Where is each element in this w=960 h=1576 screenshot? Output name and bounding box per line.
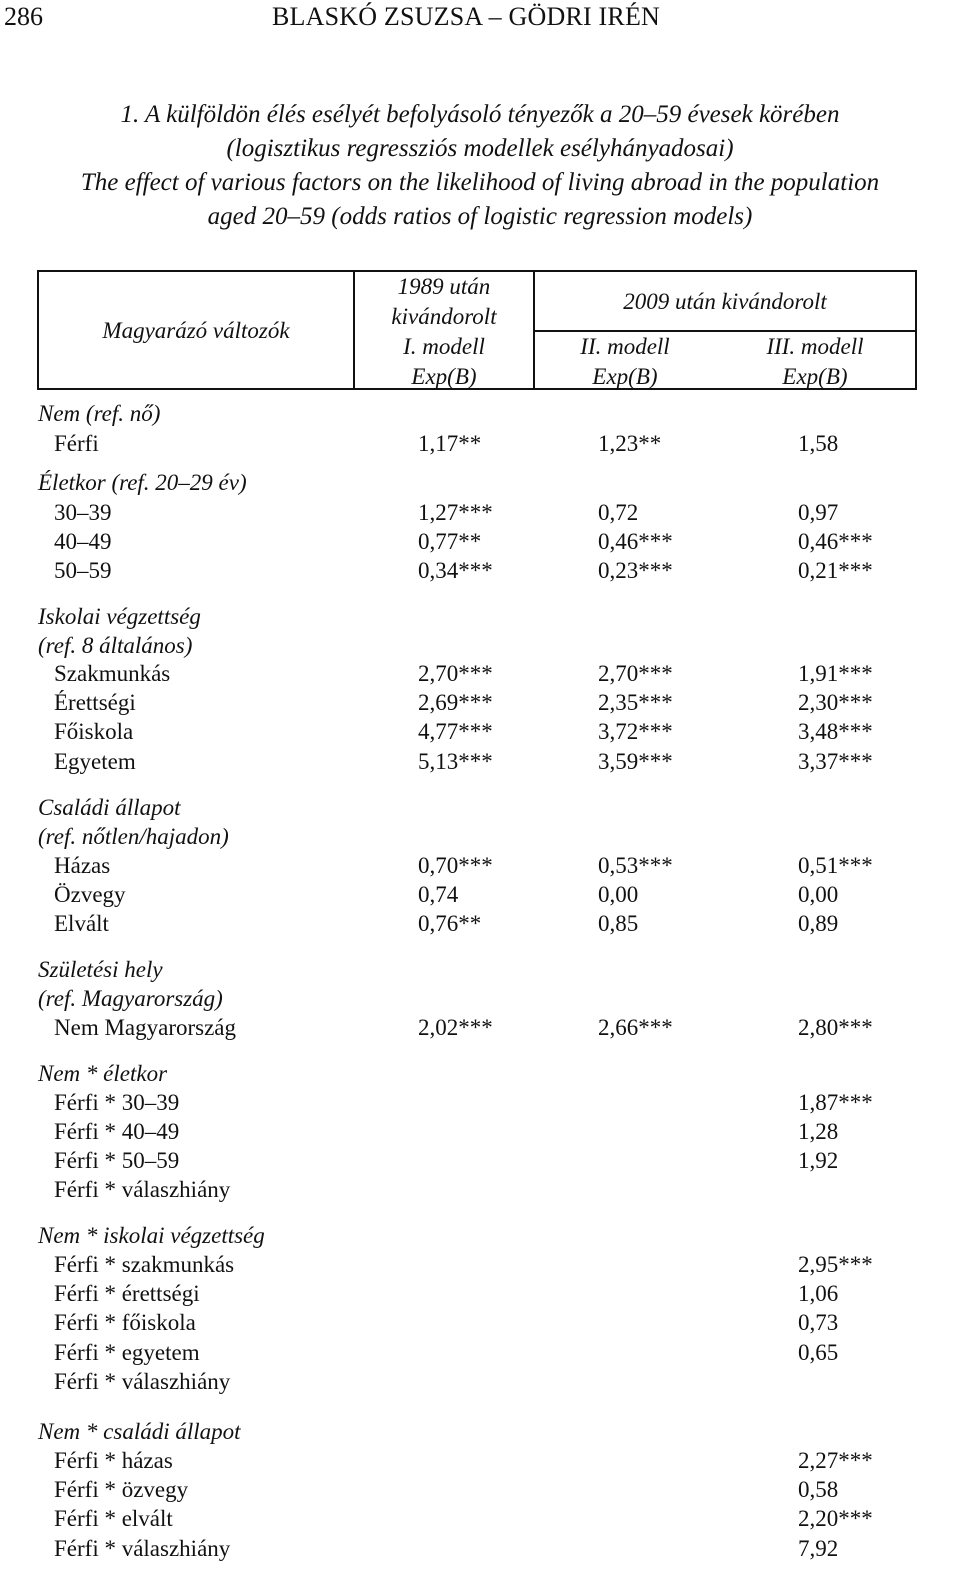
- model-1-value: 0,76**: [418, 911, 482, 936]
- row-label: Elvált: [54, 911, 109, 936]
- model-1-value: 1,27***: [418, 500, 493, 525]
- row-label: Főiskola: [54, 719, 134, 744]
- model-3-value: 2,30***: [798, 690, 873, 715]
- row-label: Férfi * válaszhiány: [54, 1536, 231, 1561]
- table-row: [0, 851, 960, 881]
- model-3-value: 0,97: [798, 500, 839, 525]
- model-1-value: 4,77***: [418, 719, 493, 744]
- table-row: [0, 747, 960, 777]
- category-row: [0, 793, 960, 823]
- category-label: (ref. nőtlen/hajadon): [38, 824, 229, 849]
- model-1-value: 0,34***: [418, 558, 493, 583]
- model-3-name: III. modell: [766, 334, 864, 359]
- table-row: [0, 1504, 960, 1534]
- table-row: [0, 1146, 960, 1176]
- category-label: (ref. 8 általános): [38, 633, 193, 658]
- model-3-value: 0,46***: [798, 529, 873, 554]
- model-1-value: 5,13***: [418, 749, 493, 774]
- table-row: [0, 1175, 960, 1205]
- model-2-value: 2,66***: [598, 1015, 673, 1040]
- model-3-stat: Exp(B): [782, 364, 848, 389]
- category-row: [0, 822, 960, 852]
- title-line: (logisztikus regressziós modellek esélyhányadosai): [226, 135, 734, 162]
- model-2-value: 1,23**: [598, 431, 662, 456]
- model-1-value: 1,17**: [418, 431, 482, 456]
- row-label: Férfi * elvált: [54, 1506, 173, 1531]
- category-label: Életkor (ref. 20–29 év): [38, 470, 247, 495]
- model-3-value: 0,51***: [798, 853, 873, 878]
- model-3-value: 1,91***: [798, 661, 873, 686]
- model-3-value: 2,27***: [798, 1448, 873, 1473]
- model-1-name: I. modell: [403, 334, 485, 359]
- category-row: [0, 955, 960, 985]
- model-3-value: 3,37***: [798, 749, 873, 774]
- category-row: [0, 1417, 960, 1447]
- model-3-value: 1,28: [798, 1119, 839, 1144]
- model-3-value: 0,21***: [798, 558, 873, 583]
- model-3-value: 0,73: [798, 1310, 839, 1335]
- model-2-value: 3,72***: [598, 719, 673, 744]
- page-header: [0, 0, 960, 34]
- title-line: The effect of various factors on the likelihood of living abroad in the population: [80, 169, 880, 196]
- model-1-value: 2,70***: [418, 661, 493, 686]
- var-column-header: Magyarázó változók: [102, 318, 290, 343]
- model-2-value: 0,85: [598, 911, 639, 936]
- model-3-value: 0,58: [798, 1477, 839, 1502]
- model-2-value: 0,23***: [598, 558, 673, 583]
- category-label: Nem * életkor: [38, 1061, 168, 1086]
- running-head: BLASKÓ ZSUZSA – GÖDRI IRÉN: [272, 2, 661, 31]
- model-2-value: 2,35***: [598, 690, 673, 715]
- row-label: 30–39: [54, 500, 112, 525]
- table-row: [0, 498, 960, 528]
- row-label: 50–59: [54, 558, 112, 583]
- group2-header: 2009 után kivándorolt: [623, 289, 827, 314]
- group1-header-line: 1989 után: [397, 274, 491, 299]
- model-3-value: 3,48***: [798, 719, 873, 744]
- row-label: Házas: [54, 853, 111, 878]
- category-row: [0, 1059, 960, 1089]
- table-row: [0, 688, 960, 718]
- table-row: [0, 880, 960, 910]
- table-row: [0, 1446, 960, 1476]
- table-row: [0, 1367, 960, 1397]
- model-3-value: 0,89: [798, 911, 839, 936]
- title-line: 1. A külföldön élés esélyét befolyásoló tényezők a 20–59 évesek körében: [120, 101, 840, 128]
- category-label: Iskolai végzettség: [38, 604, 201, 629]
- row-label: Férfi * 50–59: [54, 1148, 180, 1173]
- row-label: Férfi * érettségi: [54, 1281, 200, 1306]
- table-row: [0, 1279, 960, 1309]
- table-row: [0, 1308, 960, 1338]
- model-2-value: 0,72: [598, 500, 639, 525]
- row-label: Férfi: [54, 431, 99, 456]
- row-label: Férfi * válaszhiány: [54, 1177, 231, 1202]
- model-1-value: 2,69***: [418, 690, 493, 715]
- model-1-value: 0,70***: [418, 853, 493, 878]
- model-3-value: 1,87***: [798, 1090, 873, 1115]
- row-label: Férfi * házas: [54, 1448, 173, 1473]
- model-2-stat: Exp(B): [592, 364, 658, 389]
- model-2-value: 3,59***: [598, 749, 673, 774]
- model-2-value: 0,00: [598, 882, 639, 907]
- table-row: [0, 1117, 960, 1147]
- model-3-value: 2,80***: [798, 1015, 873, 1040]
- table-row: [0, 1013, 960, 1043]
- row-label: Férfi * 40–49: [54, 1119, 180, 1144]
- model-1-value: 0,74: [418, 882, 459, 907]
- table-title: [0, 98, 960, 234]
- row-label: Érettségi: [54, 690, 136, 715]
- model-3-value: 2,95***: [798, 1252, 873, 1277]
- table-row: [0, 1338, 960, 1368]
- model-3-value: 7,92: [798, 1536, 839, 1561]
- category-row: [0, 631, 960, 661]
- table-row: [0, 909, 960, 939]
- table-row: [0, 1534, 960, 1564]
- model-3-value: 1,92: [798, 1148, 839, 1173]
- table-row: [0, 659, 960, 689]
- table-row: [0, 429, 960, 459]
- group1-header-line: kivándorolt: [391, 304, 497, 329]
- model-1-value: 2,02***: [418, 1015, 493, 1040]
- row-label: Szakmunkás: [54, 661, 171, 686]
- model-2-name: II. modell: [580, 334, 670, 359]
- row-label: Férfi * válaszhiány: [54, 1369, 231, 1394]
- row-label: Férfi * egyetem: [54, 1340, 200, 1365]
- table-row: [0, 1475, 960, 1505]
- row-label: Egyetem: [54, 749, 136, 774]
- category-row: [0, 984, 960, 1014]
- row-label: Férfi * főiskola: [54, 1310, 196, 1335]
- model-3-value: 1,06: [798, 1281, 839, 1306]
- row-label: Özvegy: [54, 882, 126, 907]
- category-row: [0, 399, 960, 429]
- table-row: [0, 717, 960, 747]
- table-row: [0, 527, 960, 557]
- category-row: [0, 1221, 960, 1251]
- model-2-value: 0,53***: [598, 853, 673, 878]
- model-3-value: 0,00: [798, 882, 839, 907]
- model-2-value: 0,46***: [598, 529, 673, 554]
- table-row: [0, 1088, 960, 1118]
- category-label: Nem * családi állapot: [38, 1419, 241, 1444]
- row-label: Férfi * 30–39: [54, 1090, 180, 1115]
- table-row: [0, 1250, 960, 1280]
- model-3-value: 2,20***: [798, 1506, 873, 1531]
- category-label: Nem * iskolai végzettség: [38, 1223, 265, 1248]
- category-row: [0, 468, 960, 498]
- title-line: aged 20–59 (odds ratios of logistic regression models): [207, 203, 753, 230]
- model-3-value: 0,65: [798, 1340, 839, 1365]
- category-label: Nem (ref. nő): [38, 401, 161, 426]
- model-2-value: 2,70***: [598, 661, 673, 686]
- category-label: Születési hely: [38, 957, 163, 982]
- row-label: Nem Magyarország: [54, 1015, 237, 1040]
- model-1-stat: Exp(B): [411, 364, 477, 389]
- model-1-value: 0,77**: [418, 529, 482, 554]
- page-number: 286: [4, 2, 43, 31]
- model-3-value: 1,58: [798, 431, 839, 456]
- row-label: Férfi * özvegy: [54, 1477, 189, 1502]
- table-row: [0, 556, 960, 586]
- category-row: [0, 602, 960, 632]
- category-label: (ref. Magyarország): [38, 986, 223, 1011]
- category-label: Családi állapot: [38, 795, 181, 820]
- row-label: Férfi * szakmunkás: [54, 1252, 235, 1277]
- row-label: 40–49: [54, 529, 112, 554]
